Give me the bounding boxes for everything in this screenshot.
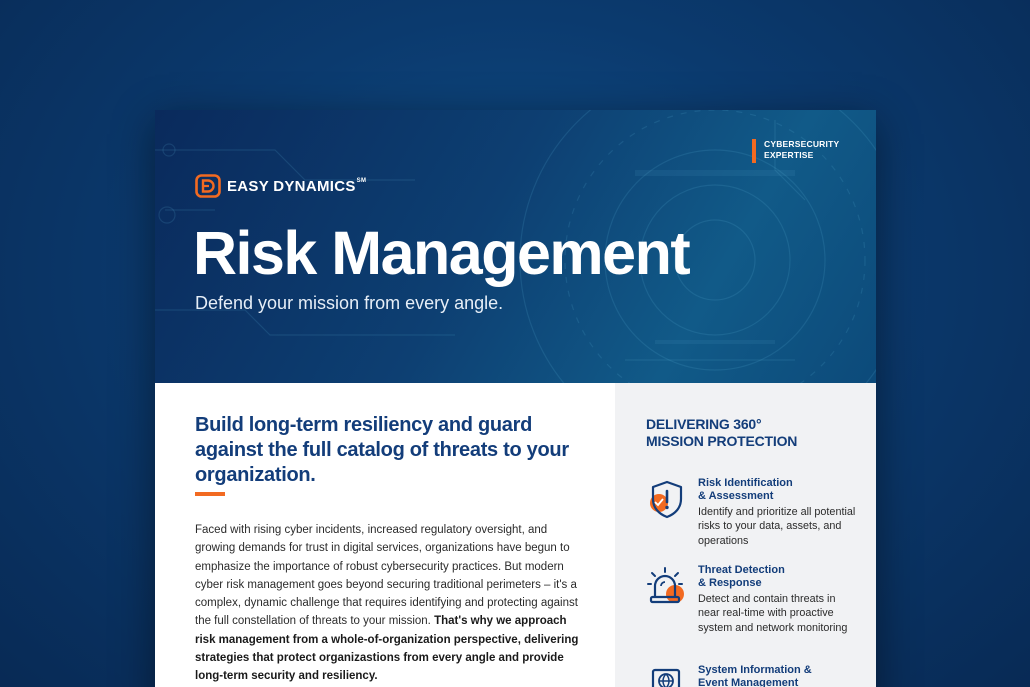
brand-logo bbox=[195, 174, 366, 198]
section-heading: Build long-term resiliency and guard against the full catalog of threats to your organization. bbox=[195, 414, 569, 486]
capability-description: Identify and prioritize all potential risks to your data, assets, and operations bbox=[698, 506, 856, 547]
monitor-globe-icon bbox=[645, 664, 689, 687]
intro-paragraph bbox=[195, 521, 590, 686]
datasheet-page bbox=[155, 110, 876, 687]
sidebar-heading-line2: MISSION PROTECTION bbox=[646, 433, 798, 449]
hero-banner bbox=[155, 110, 876, 383]
page-subtitle: Defend your mission from every angle. bbox=[195, 293, 504, 313]
category-tag bbox=[752, 139, 839, 163]
capability-title-line1: Risk Identification bbox=[698, 477, 793, 489]
category-tag-line2: EXPERTISE bbox=[764, 150, 814, 160]
heading-accent-bar bbox=[195, 492, 225, 496]
brand-name: EASY DYNAMICS℠ bbox=[227, 177, 367, 195]
sidebar-heading bbox=[646, 416, 797, 450]
intro-emphasis: That's why we approach risk management from a whole-of-organization perspective, delivering strategies that protect organizastions from every angle and provide long-term security and resiliency. bbox=[195, 615, 579, 683]
main-content bbox=[155, 383, 615, 687]
capability-description: Detect and contain threats in near real-time with proactive system and network monitoring bbox=[698, 593, 848, 634]
capability-title-line1: Threat Detection bbox=[698, 564, 785, 576]
page-title: Risk Management bbox=[193, 219, 690, 287]
category-tag-line1: CYBERSECURITY bbox=[764, 139, 840, 149]
brand-logo-icon bbox=[195, 174, 221, 198]
sidebar bbox=[615, 383, 876, 687]
shield-alert-icon bbox=[645, 477, 689, 521]
capability-title-line1: System Information & bbox=[698, 664, 812, 676]
capability-title-line2: Event Management bbox=[698, 676, 799, 687]
sidebar-heading-line1: DELIVERING 360° bbox=[646, 416, 762, 432]
capability-title-line2: & Assessment bbox=[698, 489, 774, 502]
intro-text: Faced with rising cyber incidents, increased regulatory oversight, and growing demands for trust in digital services, organizations have begun to emphasize the importance of robust cybersecurity practices. But modern cyber risk management goes beyond securing traditional perimeters – it's a complex, dynamic challenge that requires identifying and protecting against the full constellation of threats to your mission. bbox=[195, 524, 578, 628]
alarm-siren-icon bbox=[645, 564, 689, 608]
brand-service-mark: SM bbox=[356, 177, 367, 184]
capability-title-line2: & Response bbox=[698, 576, 762, 589]
